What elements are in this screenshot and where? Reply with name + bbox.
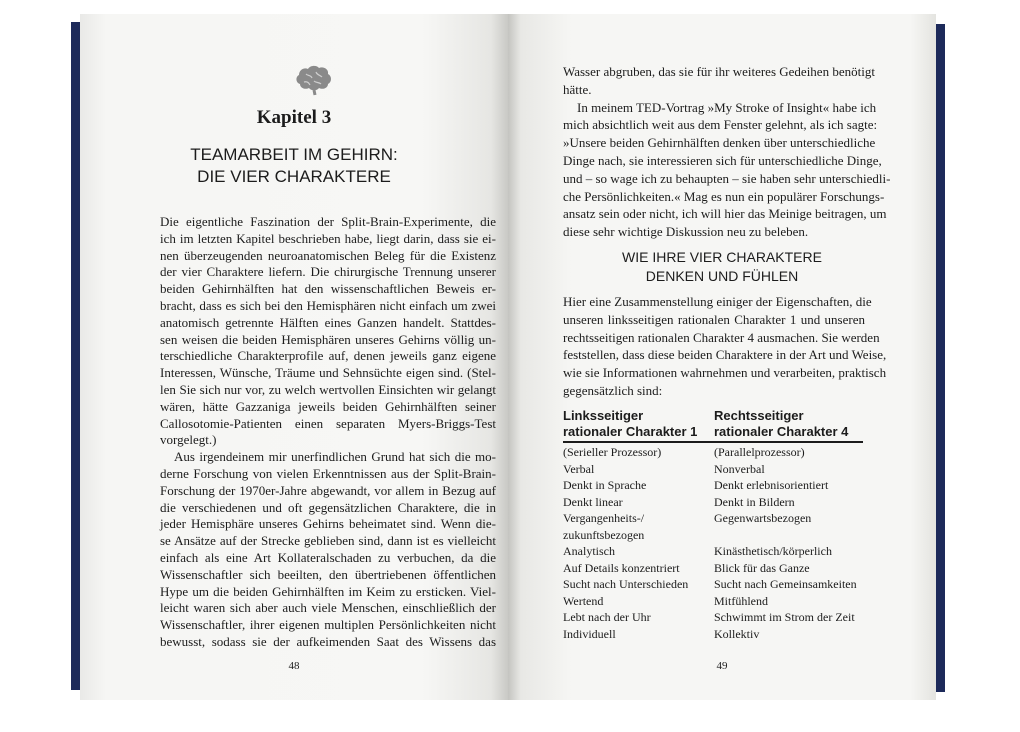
table-cell-left: Sucht nach Unterschieden [563, 577, 689, 591]
intro-text-line: unseren linksseitigen rationalen Charakter 1 und unseren [563, 311, 865, 327]
table-header-line: Rechtsseitiger [714, 408, 804, 423]
body-text-line: len Sie sich nur vor, zu welch wertvollen Einsichten wir gelangt [160, 382, 496, 397]
table-cell-right: Nonverbal [714, 461, 765, 476]
table-cell-right: Kollektiv [714, 626, 760, 641]
section-title-line: WIE IHRE VIER CHARAKTERE [622, 249, 822, 265]
table-cell-left: Denkt linear [563, 494, 623, 509]
body-text-line: Interessen, Wünsche, Träume und Sehnsüchte eigen sind. (Stel- [160, 365, 496, 381]
body-text-line: Callosotomie-Patienten einen separaten Myers-Briggs-Test [160, 415, 496, 431]
body-text-line: se Ansätze auf der Strecke geblieben sind, dann ist es vielleicht [160, 533, 496, 549]
table-header-line: rationaler Charakter 1 [563, 424, 698, 439]
body-text-line: terschiedliche Charakterprofile auf, denen jeweils ganz eigene [160, 348, 496, 364]
body-text-line: einfach als eine Art Kollateralschaden zu verbuchen, da die [160, 550, 496, 565]
table-header-line: Linksseitiger [563, 408, 644, 423]
table-cell-right: (Parallelprozessor) [714, 445, 805, 459]
table-cell-left: Individuell [563, 626, 616, 641]
body-text-line: derne Forschung von vielen Erkenntnissen aus der Split-Brain- [160, 466, 496, 481]
table-cell-right: Denkt in Bildern [714, 494, 795, 509]
table-cell-right: Schwimmt im Strom der Zeit [714, 610, 855, 624]
table-cell-right: Blick für das Ganze [714, 560, 810, 575]
body-text-line: Aus irgendeinem mir unerfindlichen Grund hat sich die mo- [174, 449, 496, 465]
body-text-line: sen weisen die beiden Hemisphären unseres Gehirns völlig un- [160, 331, 496, 347]
body-text-line: der vier Charaktere liefern. Die chirurgische Trennung unserer [160, 264, 496, 280]
table-header-line: rationaler Charakter 4 [714, 424, 849, 439]
intro-text-line: feststellen, dass diese beiden Charaktere in der Art und Weise, [563, 347, 887, 363]
body-text-line: Wissenschaftler, ihrer eigenen multiplen Persönlichkeiten nicht [160, 617, 496, 633]
body-text-line: Dinge nach, sie interessieren sich für unterschiedliche Dinge, [563, 153, 882, 168]
body-text-line: jeder Hemisphäre unseres Gehirns beheimatet sind. Wenn die- [160, 516, 496, 532]
chapter-title-line: TEAMARBEIT IM GEHIRN: [190, 145, 398, 164]
chapter-title-line: DIE VIER CHARAKTERE [197, 167, 391, 186]
body-text-line: die verschiedenen und oft gegensätzlichen Charaktere, die in [160, 499, 496, 515]
table-cell-left: Analytisch [563, 544, 615, 558]
body-text-line: diese sehr wichtige Diskussion neu zu beleben. [563, 224, 809, 240]
table-cell-left: (Serieller Prozessor) [563, 445, 662, 459]
table-cell-left: Denkt in Sprache [563, 478, 647, 492]
table-cell-right: Sucht nach Gemeinsamkeiten [714, 577, 857, 591]
body-text-line: ich im letzten Kapitel beschrieben habe, liegt darin, dass sie ei- [160, 230, 496, 246]
body-text-line: bewusst, sodass sie der aufkeimenden Saat des Wissens das [160, 634, 496, 649]
body-text-line: Hype um die beiden Gehirnhälften im Keim zu ersticken. Viel- [160, 583, 496, 599]
body-text-line: ansatz sein oder nicht, ich will hier das Meinige beitragen, um [563, 206, 887, 222]
body-text-line: vorgelegt.) [160, 432, 217, 448]
body-text-line: Die eigentliche Faszination der Split-Brain-Experimente, die [160, 214, 496, 229]
body-text-line: bracht, dass es sich bei den Hemisphären nicht einfach um zwei [160, 298, 496, 313]
section-title-line: DENKEN UND FÜHLEN [645, 268, 799, 284]
table-header-rule [563, 441, 863, 443]
body-text-line: Wissenschaftler sich beeilten, den übertriebenen öffentlichen [160, 566, 496, 582]
body-text-line: beiden Gehirnhälften hat den wissenschaftlichen Beweis er- [160, 281, 496, 297]
page-number: 49 [716, 660, 728, 672]
intro-text-line: rechtsseitigen rationalen Charakter 4 ausmachen. Sie werden [563, 329, 880, 345]
body-text-line: nen überzeugenden neuroanatomischen Beleg für die Existenz [160, 247, 496, 263]
table-cell-left: Auf Details konzentriert [563, 560, 680, 575]
right-page [508, 14, 936, 700]
body-text-line: hätte. [563, 81, 592, 97]
intro-text-line: wie sie Informationen wahrnehmen und verarbeiten, praktisch [563, 365, 887, 381]
table-header-right [714, 408, 848, 440]
body-text-line: che Persönlichkeiten.« Mag es nun ein populärer Forschungs- [563, 188, 885, 204]
intro-text-line: Hier eine Zusammenstellung einiger der Eigenschaften, die [563, 294, 872, 309]
body-text-line: Forschung der 1970er-Jahre abgewandt, vor allem in Bezug auf [160, 482, 496, 498]
table-cell-left: Vergangenheits-/ [563, 511, 645, 525]
body-text-line: und – so wage ich zu behaupten – sie haben sehr unterschiedli- [563, 170, 891, 186]
table-cell-right: Gegenwartsbezogen [714, 511, 812, 525]
body-text-line: anatomisch getrennte Hälften eines Ganzen handelt. Stattdes- [160, 314, 496, 330]
intro-text-line: gegensätzlich sind: [563, 383, 663, 398]
table-cell-left: Verbal [563, 461, 595, 476]
brain-icon [294, 64, 334, 96]
table-cell-left: zukunftsbezogen [563, 527, 645, 542]
table-cell-left: Lebt nach der Uhr [563, 610, 651, 624]
body-text-line: mich absichtlich weit aus dem Fenster gelehnt, als ich sagte: [563, 117, 878, 133]
table-cell-left: Wertend [563, 593, 604, 608]
table-header-left [563, 408, 697, 440]
left-page [80, 14, 508, 700]
table-cell-right: Kinästhetisch/körperlich [714, 544, 832, 558]
body-text-line: leicht waren sich aber auch viele Menschen, einschließlich der [160, 600, 496, 616]
body-text-line: Wasser abgruben, das sie für ihr weiteres Gedeihen benötigt [563, 64, 875, 79]
table-cell-right: Denkt erlebnisorientiert [714, 478, 829, 492]
page-number: 48 [288, 660, 300, 672]
body-text-line: »Unsere beiden Gehirnhälften denken über unterschiedliche [563, 135, 876, 151]
body-text-line: wären, hätte Gazzaniga jeweils beiden Gehirnhälften seiner [160, 398, 496, 414]
chapter-label: Kapitel 3 [256, 107, 332, 128]
table-cell-right: Mitfühlend [714, 593, 768, 608]
body-text-line: In meinem TED-Vortrag »My Stroke of Insight« habe ich [577, 99, 877, 115]
